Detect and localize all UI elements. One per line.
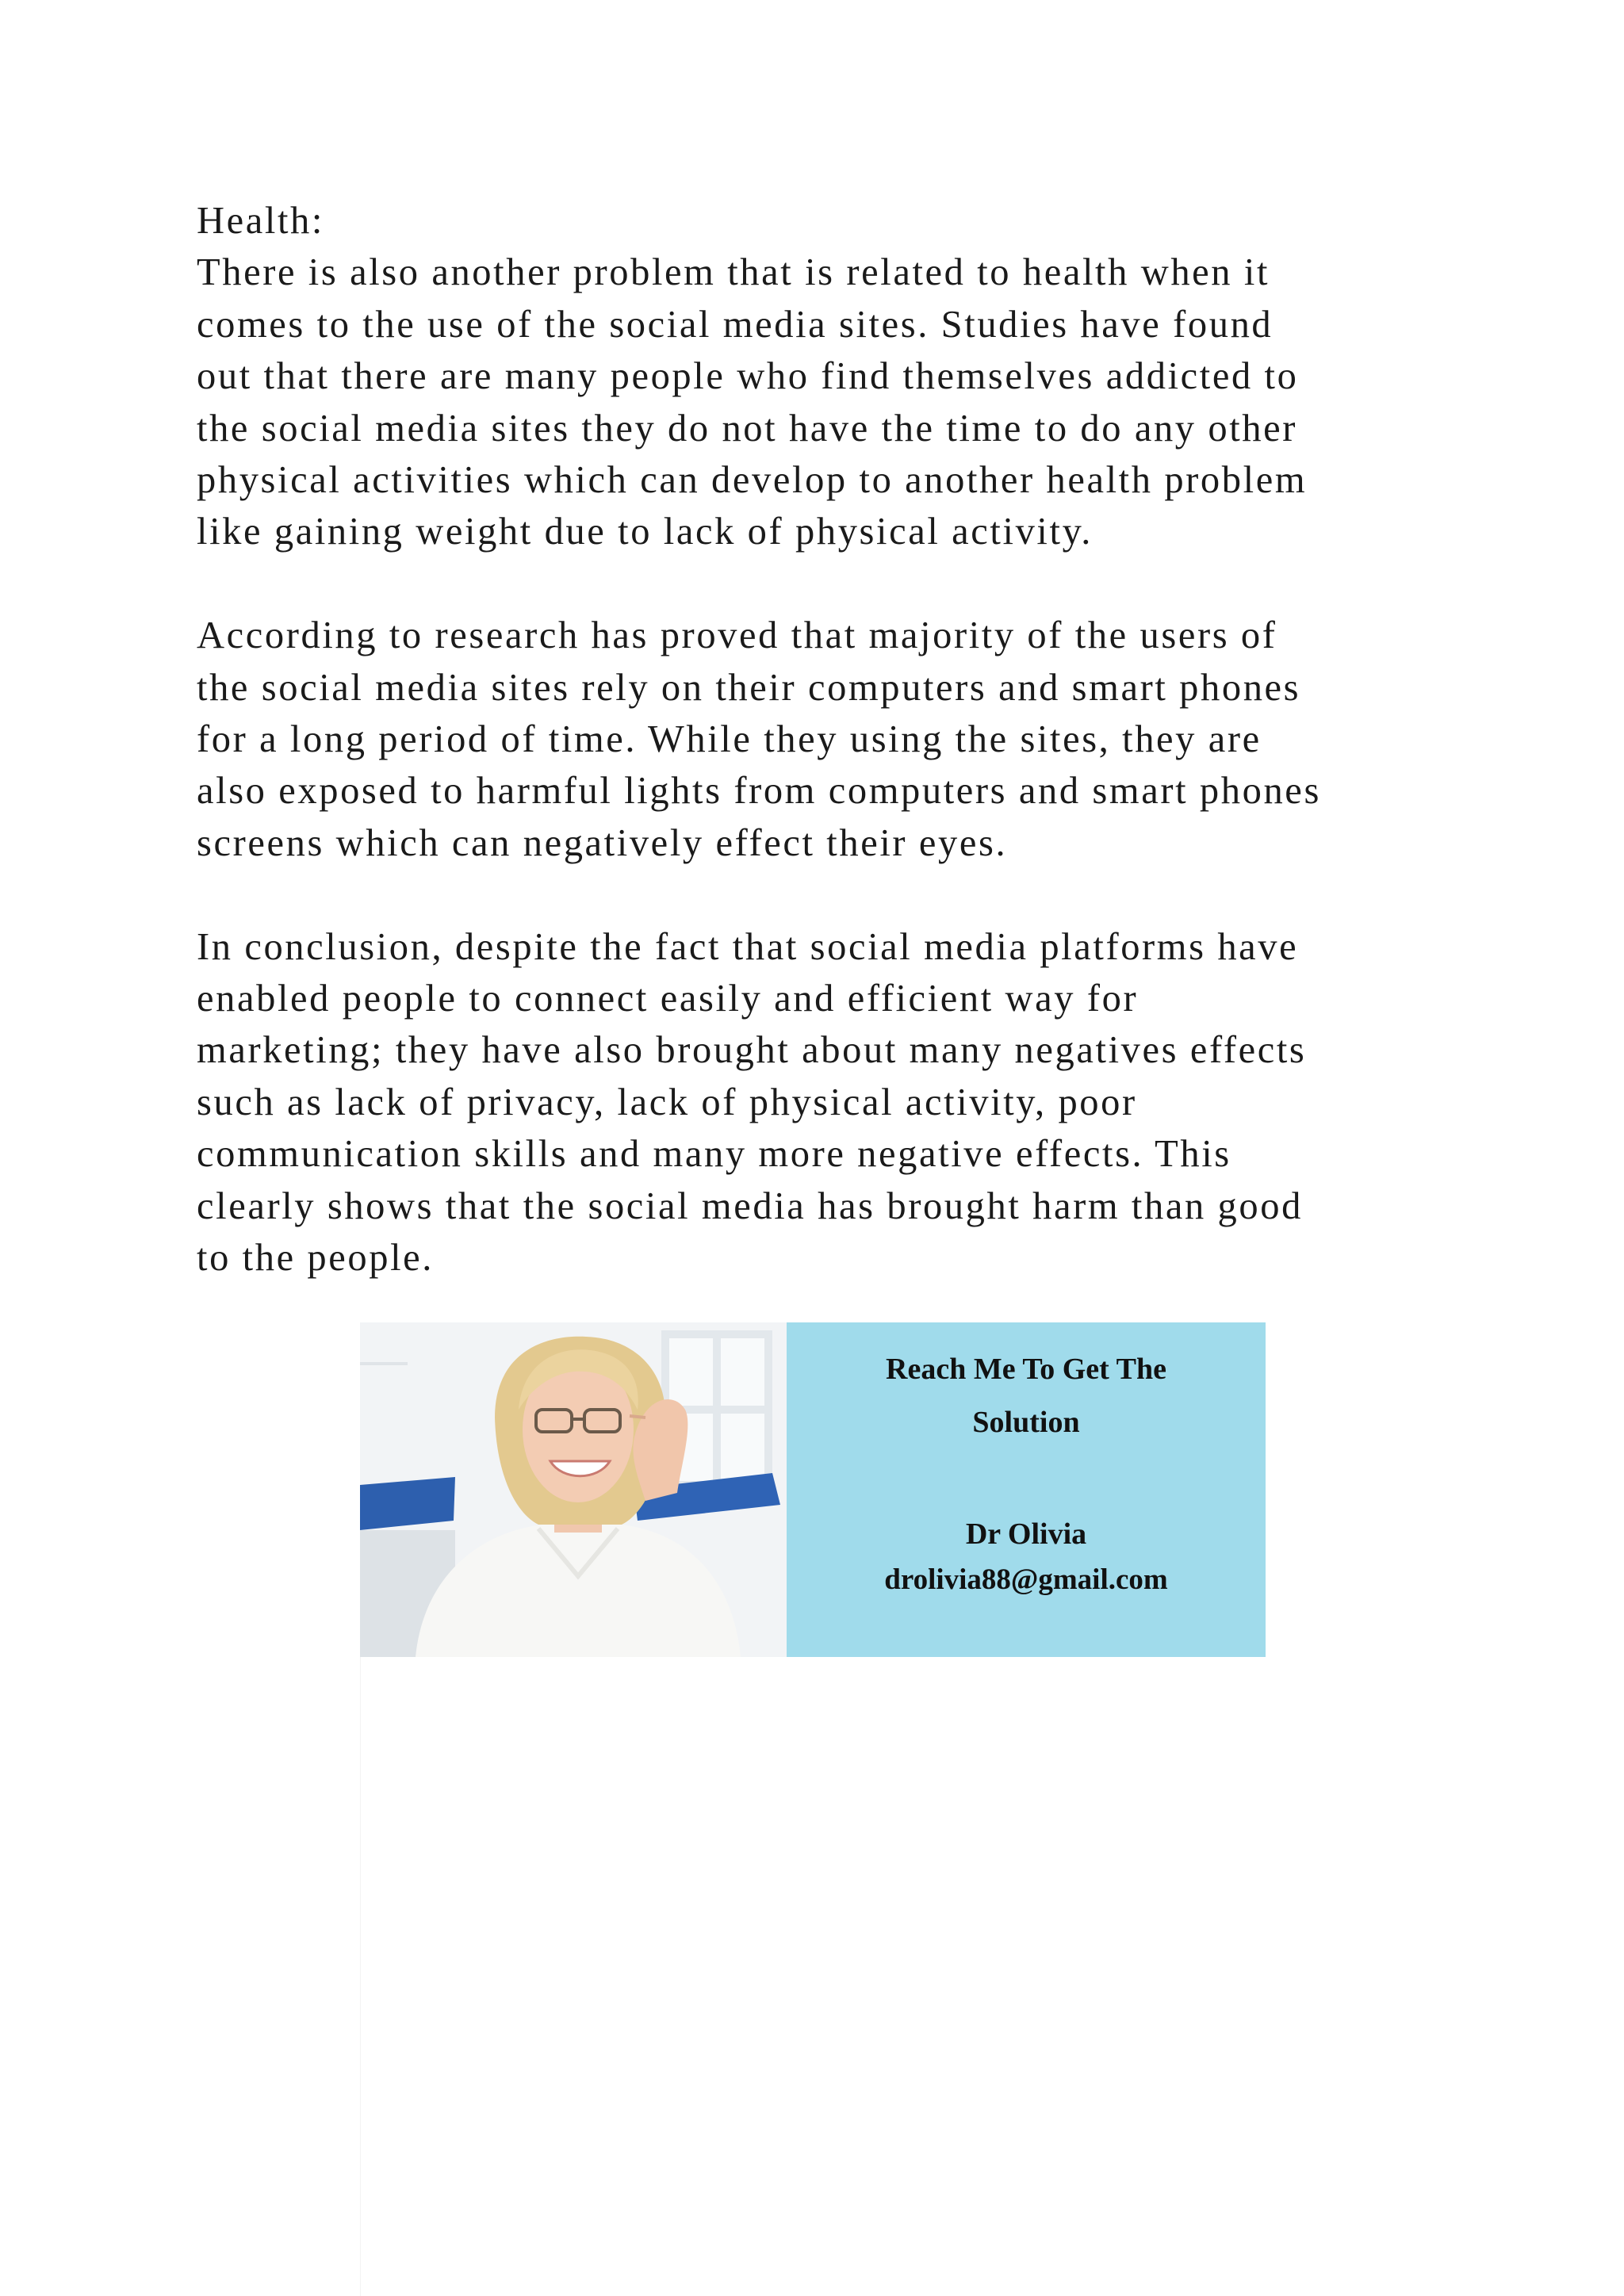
contact-banner — [360, 1322, 1266, 1657]
body-line: the social media sites rely on their computers and smart phones — [197, 666, 1301, 709]
divider — [360, 1657, 361, 2296]
body-line: such as lack of privacy, lack of physical activity, poor — [197, 1081, 1137, 1123]
body-line: communication skills and many more negative effects. This — [197, 1133, 1231, 1176]
body-line: to the people. — [197, 1237, 435, 1280]
body-line: for a long period of time. While they using the sites, they are — [197, 718, 1262, 761]
contact-info-panel — [787, 1322, 1266, 1657]
banner-headline: Reach Me To Get The — [886, 1353, 1166, 1386]
body-line: like gaining weight due to lack of physical activity. — [197, 511, 1093, 553]
woman-photo-illustration — [360, 1322, 787, 1657]
body-line: There is also another problem that is related to health when it — [197, 251, 1270, 294]
body-line: screens which can negatively effect their eyes. — [197, 821, 1008, 864]
document-body — [197, 195, 1450, 1284]
body-line: marketing; they have also brought about many negatives effects — [197, 1029, 1307, 1072]
body-line: also exposed to harmful lights from computers and smart phones — [197, 770, 1321, 813]
section-heading: Health: — [197, 200, 324, 242]
paragraph-gap — [197, 558, 1450, 610]
body-line: out that there are many people who find themselves addicted to — [197, 355, 1299, 398]
body-line: enabled people to connect easily and efficient way for — [197, 978, 1139, 1020]
contact-name: Dr Olivia — [965, 1517, 1087, 1551]
paragraph-gap — [197, 869, 1450, 920]
body-line: physical activities which can develop to another health problem — [197, 459, 1308, 502]
body-line: According to research has proved that majority of the users of — [197, 614, 1277, 657]
body-line: the social media sites they do not have the time to do any other — [197, 407, 1298, 450]
banner-headline-2: Solution — [972, 1406, 1080, 1439]
body-line: clearly shows that the social media has brought harm than good — [197, 1184, 1303, 1227]
woman-photo — [360, 1322, 787, 1657]
body-line: comes to the use of the social media sites. Studies have found — [197, 303, 1274, 346]
contact-email: drolivia88@gmail.com — [884, 1563, 1168, 1596]
body-line: In conclusion, despite the fact that social media platforms have — [197, 925, 1299, 968]
